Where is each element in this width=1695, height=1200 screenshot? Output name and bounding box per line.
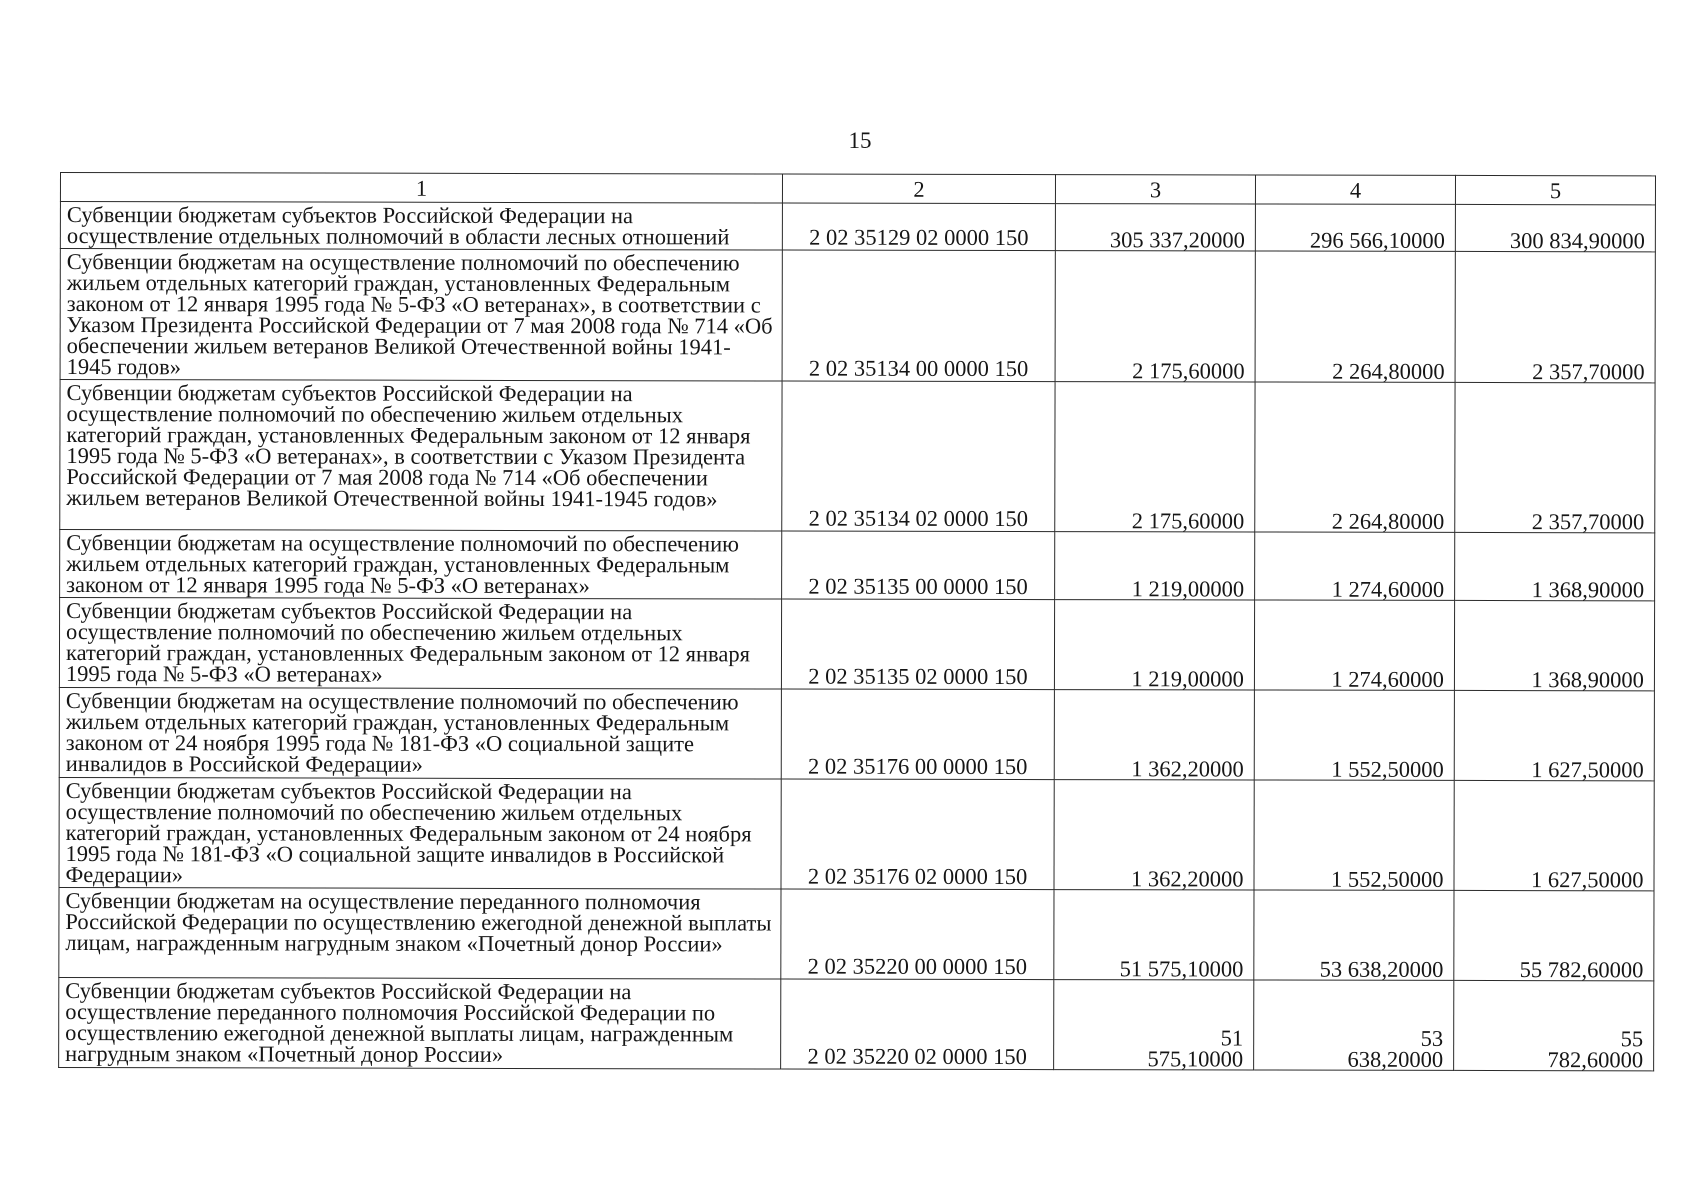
row-code: 2 02 35176 02 0000 150 (781, 779, 1054, 890)
row-name: Субвенции бюджетам субъектов Российской Федерации на осуществление полномочий по обеспечению жильем отдельных категорий граждан, установленных Федеральным законом от 12 января 1995 года № 5-ФЗ «О ветеранах» (59, 598, 781, 690)
row-code: 2 02 35220 02 0000 150 (781, 979, 1054, 1070)
row-name: Субвенции бюджетам субъектов Российской Федерации на осуществление полномочий по обеспечению жильем отдельных категорий граждан, установленных Федеральным законом от 12 января 1995 года № 5-ФЗ «О ветеранах», в соответствии с Указом Президента Российской Федерации от 7 мая 2008 года № 714 «Об обеспечении жильем ветеранов Великой Отечественной войны 1941-1945 годов» (60, 380, 782, 532)
row-value-col4: 1 552,50000 (1254, 690, 1454, 780)
row-value-col3: 2 175,60000 (1055, 251, 1255, 382)
row-name: Субвенции бюджетам субъектов Российской Федерации на осуществление полномочий по обеспечению жильем отдельных категорий граждан, установленных Федеральным законом от 24 ноября 1995 года № 181-ФЗ «О социальной защите инвалидов в Российской Федерации» (59, 777, 781, 889)
table-row (60, 380, 1655, 533)
row-value-col3: 2 175,60000 (1055, 382, 1255, 532)
row-value-col4: 1 274,60000 (1255, 532, 1455, 600)
column-header-5: 5 (1455, 175, 1655, 204)
row-code: 2 02 35176 00 0000 150 (781, 689, 1054, 780)
table-row (59, 598, 1654, 691)
row-value-col4: 53 638,20000 (1254, 890, 1454, 980)
row-value-col4: 2 264,80000 (1255, 251, 1455, 382)
row-name: Субвенции бюджетам на осуществление полномочий по обеспечению жильем отдельных категорий граждан, установленных Федеральным законом от 24 ноября 1995 года № 181-ФЗ «О социальной защите инвалидов в Российской Федерации» (59, 687, 781, 779)
row-value-col4-text: 53 638,20000 (1347, 1025, 1444, 1072)
row-value-col5: 1 368,90000 (1454, 600, 1654, 690)
table-row (60, 249, 1655, 383)
row-value-col3: 1 219,00000 (1054, 600, 1254, 690)
table-row (59, 977, 1654, 1070)
row-value-col5: 1 627,50000 (1454, 780, 1654, 890)
row-value-col3: 1 362,20000 (1054, 690, 1254, 780)
row-value-col5: 1 368,90000 (1455, 532, 1655, 600)
column-header-4: 4 (1255, 175, 1455, 204)
row-code: 2 02 35134 00 0000 150 (782, 250, 1055, 382)
row-code: 2 02 35220 00 0000 150 (781, 889, 1054, 980)
row-name: Субвенции бюджетам на осуществление полномочий по обеспечению жильем отдельных категорий граждан, установленных Федеральным законом от 12 января 1995 года № 5-ФЗ «О ветеранах», в соответствии с Указом Президента Российской Федерации от 7 мая 2008 года № 714 «Об обеспечении жильем ветеранов Великой Отечественной войны 1941-1945 годов» (60, 249, 782, 382)
row-value-col4 (1254, 980, 1454, 1070)
row-name: Субвенции бюджетам на осуществление полномочий по обеспечению жильем отдельных категорий граждан, установленных Федеральным законом от 12 января 1995 года № 5-ФЗ «О ветеранах» (60, 530, 782, 600)
column-header-3: 3 (1055, 175, 1255, 204)
row-code: 2 02 35135 00 0000 150 (782, 531, 1055, 600)
row-value-col4: 1 552,50000 (1254, 780, 1454, 890)
row-name: Субвенции бюджетам субъектов Российской Федерации на осуществление отдельных полномочий в области лесных отношений (60, 202, 782, 251)
table-row (60, 202, 1655, 252)
row-value-col5: 300 834,90000 (1455, 204, 1655, 251)
row-value-col3: 1 362,20000 (1054, 780, 1254, 890)
budget-table (58, 172, 1656, 1071)
table-row (59, 777, 1654, 890)
row-value-col5: 55 782,60000 (1454, 890, 1654, 980)
row-value-col5-text: 55 782,60000 (1547, 1026, 1644, 1073)
row-value-col5: 1 627,50000 (1454, 690, 1654, 780)
row-name: Субвенции бюджетам субъектов Российской Федерации на осуществление переданного полномочия Российской Федерации по осуществлению ежегодной денежной выплаты лицам, награжденным нагрудным знаком «Почетный донор России» (59, 977, 781, 1069)
row-code: 2 02 35129 02 0000 150 (782, 203, 1055, 251)
table-header-row (60, 173, 1655, 205)
table-row (60, 530, 1655, 601)
row-value-col3: 305 337,20000 (1055, 204, 1255, 251)
row-name: Субвенции бюджетам на осуществление переданного полномочия Российской Федерации по осуществлению ежегодной денежной выплаты лицам, награжденным нагрудным знаком «Почетный донор России» (59, 887, 781, 979)
row-value-col4: 1 274,60000 (1254, 600, 1454, 690)
row-value-col3-text: 51 575,10000 (1147, 1025, 1244, 1072)
row-value-col5: 2 357,70000 (1455, 251, 1655, 382)
row-value-col3: 51 575,10000 (1054, 890, 1254, 980)
row-code: 2 02 35135 02 0000 150 (781, 599, 1054, 690)
row-value-col3: 1 219,00000 (1055, 532, 1255, 600)
row-code: 2 02 35134 02 0000 150 (782, 381, 1055, 532)
row-value-col3 (1054, 980, 1254, 1070)
row-value-col5 (1454, 980, 1654, 1073)
table-row (59, 687, 1654, 780)
column-header-2: 2 (782, 174, 1055, 204)
page-number: 15 (848, 128, 872, 153)
row-value-col4: 296 566,10000 (1255, 204, 1455, 251)
row-value-col5: 2 357,70000 (1455, 382, 1655, 532)
row-value-col4: 2 264,80000 (1255, 382, 1455, 532)
column-header-1: 1 (60, 173, 782, 204)
table-row (59, 887, 1654, 980)
